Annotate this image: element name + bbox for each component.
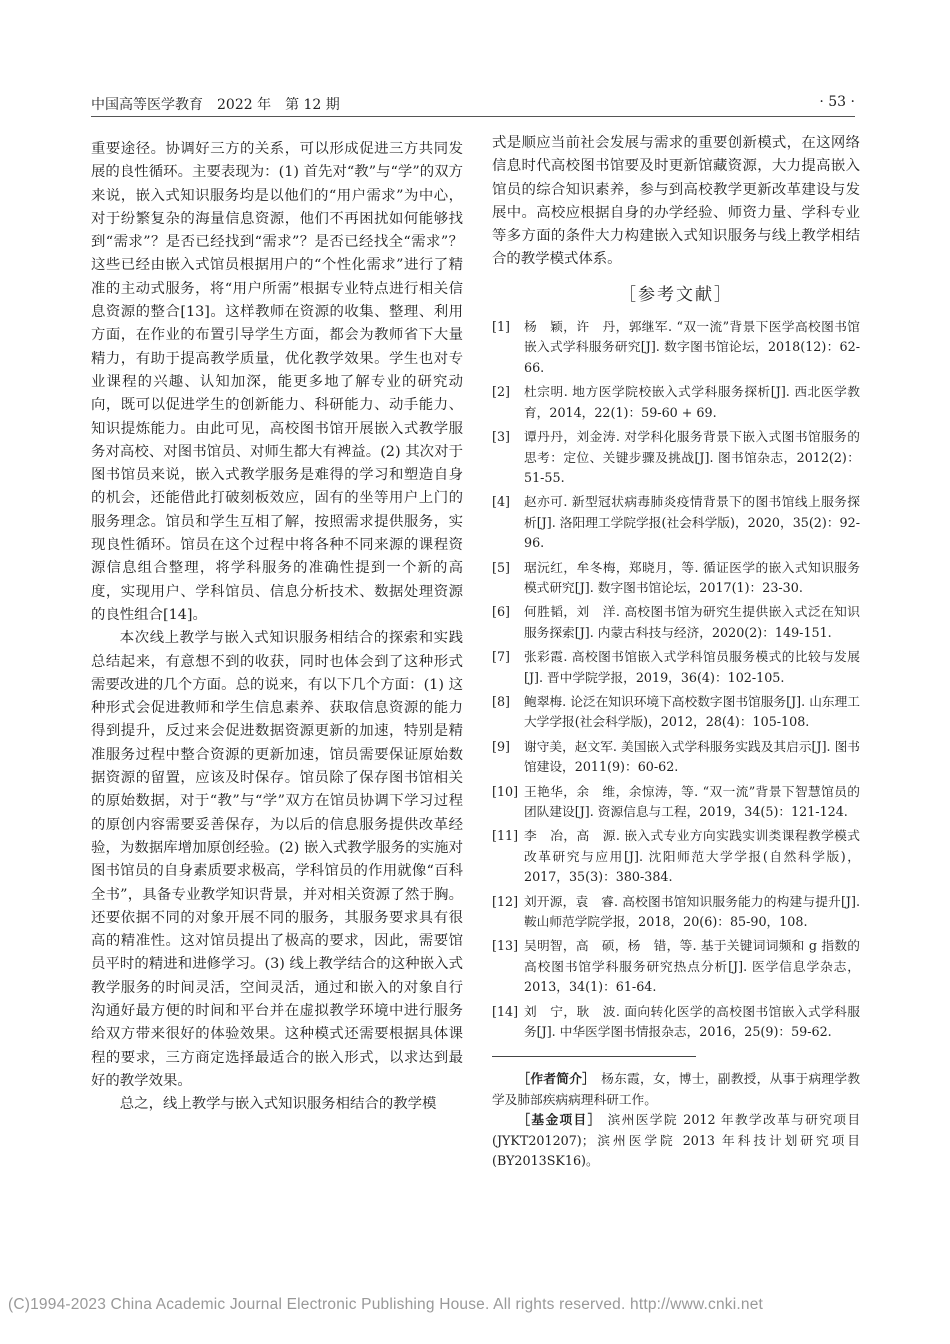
- paragraph: 本次线上教学与嵌入式知识服务相结合的探索和实践总结起来，有意想不到的收获，同时也体会到了这种形式需要改进的几个方面。总的说来，有以下几个方面：(1) 这种形式会促进教师和学生信息素养、获取信息资源的能力得到提升，反过来会促进数据资源更新的加速，特别是精准服务过程中整合资源的更新加速，馆员需要保证原始数据资源的留置，应该及时保存。馆员除了保存图书馆相关的原始数据，对于“教”与“学”双方在馆员协调下学习过程的原创内容需要妥善保存，为以后的信息服务提供改革经验，为数据库增加原创经验。(2) 嵌入式教学服务的实施对图书馆员的自身素质要求极高，学科馆员的作用就像“百科全书”，具备专业教学知识背景，并对相关资源了然于胸。还要依据不同的对象开展不同的服务，其服务要求具有很高的精准性。这对馆员提出了极高的要求，因此，需要馆员平时的精进和进修学习。(3) 线上教学结合的这种嵌入式教学服务的时间灵活，空间灵活，通过和嵌入的对象自行沟通好最方便的时间和平台并在虚拟教学环境中进行服务给双方带来很好的体验效果。这种模式还需要根据具体课程的要求，三方商定选择最适合的嵌入形式，以求达到最好的教学效果。: [91, 630, 463, 1089]
- reference-item: [492, 892, 860, 933]
- reference-item: [492, 1002, 860, 1043]
- reference-number: [5]: [492, 559, 510, 575]
- paragraph: 式是顺应当前社会发展与需求的重要创新模式，在这网络信息时代高校图书馆要及时更新馆藏资源，大力提高嵌入馆员的综合知识素养，参与到高校教学更新改革建设与发展中。高校应根据自身的办学经验、师资力量、学科专业等多方面的条件大力构建嵌入式知识服务与线上教学相结合的教学模式体系。: [492, 135, 860, 268]
- paragraph: 重要途径。协调好三方的关系，可以形成促进三方共同发展的良性循环。主要表现为：(1) 首先对“教”与“学”的双方来说，嵌入式知识服务均是以他们的“用户需求”为中心，对于纷繁复杂的海量信息资源，他们不再困扰如何能够找到“需求”？是否已经找到“需求”？是否已经找全“需求”？这些已经由嵌入式馆员根据用户的“个性化需求”进行了精准的主动式服务，将“用户所需”根据专业特点进行相关信息资源的整合[13]。这样教师在资源的收集、整理、利用方面，在作业的布置引导学生方面，都会为教师省下大量精力，有助于提高教学质量，优化教学效果。学生也对专业课程的兴趣、认知加深，能更多地了解专业的研究动向，既可以促进学生的创新能力、科研能力、动手能力、知识提炼能力。由此可见，高校图书馆开展嵌入式教学服务对高校、对图书馆员、对师生都大有裨益。(2) 其次对于图书馆员来说，嵌入式教学服务是难得的学习和塑造自身的机会，还能借此打破刻板效应，固有的坐等用户上门的服务理念。馆员和学生互相了解，按照需求提供服务，实现良性循环。馆员在这个过程中将各种不同来源的课程资源信息组合整理，将学科服务的准确性提到一个新的高度，实现用户、学科馆员、信息分析技术、数据处理资源的良性组合[14]。: [91, 141, 463, 623]
- reference-text: 鲍翠梅. 论泛在知识环境下高校数字图书馆服务[J]. 山东理工大学学报(社会科学版)，2012，28(4)：105-108.: [524, 693, 860, 730]
- reference-item: [492, 647, 860, 688]
- reference-text: 刘 宁，耿 波. 面向转化医学的高校图书馆嵌入式学科服务[J]. 中华医学图书情报杂志，2016，25(9)：59-62.: [524, 1003, 860, 1040]
- author-note-text: 杨东霞，女，博士，副教授，从事于病理学教学及肺部疾病病理科研工作。: [492, 1071, 861, 1107]
- reference-number: [7]: [492, 649, 510, 665]
- reference-number: [4]: [492, 494, 510, 510]
- reference-number: [9]: [492, 738, 510, 754]
- footnote-rule: [492, 1056, 696, 1057]
- reference-item: [492, 782, 860, 823]
- page-header: [91, 92, 855, 114]
- reference-item: [492, 427, 860, 488]
- reference-number: [8]: [492, 693, 510, 709]
- reference-text: 李 冶，高 源. 嵌入式专业方向实践实训类课程教学模式改革研究与应用[J]. 沈阳师范大学学报(自然科学版)，2017，35(3)：380-384.: [524, 828, 860, 885]
- reference-text: 谢守美，赵文军. 美国嵌入式学科服务实践及其启示[J]. 图书馆建设，2011(9)：60-62.: [524, 738, 860, 775]
- reference-text: 杨 颖，许 丹，郭继军. “双一流”背景下医学高校图书馆嵌入式学科服务研究[J]. 数字图书馆论坛，2018(12)：62-66.: [524, 319, 860, 375]
- reference-item: [492, 382, 860, 423]
- reference-text: 何胜韬，刘 洋. 高校图书馆为研究生提供嵌入式泛在知识服务探索[J]. 内蒙古科技与经济，2020(2)：149-151.: [524, 604, 860, 640]
- page-number: · 53 ·: [819, 94, 855, 110]
- reference-item: [492, 317, 860, 378]
- reference-number: [1]: [492, 319, 510, 335]
- reference-text: 王艳华，余 维，余惊涛，等. “双一流”背景下智慧馆员的团队建设[J]. 资源信息与工程，2019，34(5)：121-124.: [524, 783, 860, 820]
- paragraph: 总之，线上教学与嵌入式知识服务相结合的教学模: [119, 1096, 437, 1113]
- fund-note-text: 滨州医学院 2012 年教学改革与研究项目(JYKT201207)；滨州医学院 2013 年科技计划研究项目(BY2013SK16)。: [492, 1112, 861, 1169]
- copyright-watermark: (C)1994-2023 China Academic Journal Electronic Publishing House. All rights reserved. http://www.cnki.net: [8, 1296, 764, 1313]
- reference-text: 张彩霞. 高校图书馆嵌入式学科馆员服务模式的比较与发展[J]. 晋中学院学报，2019，36(4)：102-105.: [524, 649, 860, 685]
- references-heading: ［参考文献］: [619, 284, 733, 305]
- reference-item: [492, 492, 860, 553]
- author-note: [492, 1069, 860, 1110]
- fund-note: [492, 1110, 860, 1171]
- author-note-label: ［作者简介］: [517, 1071, 596, 1087]
- reference-text: 杜宗明. 地方医学院校嵌入式学科服务探析[J]. 西北医学教育，2014，22(1)：59-60 + 69.: [524, 384, 860, 420]
- reference-item: [492, 558, 860, 599]
- reference-number: [2]: [492, 384, 510, 400]
- right-column: [492, 132, 860, 1172]
- reference-text: 琚沅红，牟冬梅，郑晓月，等. 循证医学的嵌入式知识服务模式研究[J]. 数字图书馆论坛，2017(1)：23-30.: [524, 559, 860, 595]
- reference-number: [12]: [492, 893, 519, 909]
- header-rule: [91, 116, 855, 117]
- reference-number: [11]: [492, 828, 519, 844]
- reference-item: [492, 602, 860, 643]
- reference-number: [13]: [492, 938, 519, 954]
- reference-number: [6]: [492, 604, 510, 620]
- left-column: [91, 138, 463, 1116]
- reference-number: [3]: [492, 429, 510, 445]
- reference-text: 刘开源，袁 睿. 高校图书馆知识服务能力的构建与提升[J]. 鞍山师范学院学报，2018，20(6)：85-90，108.: [524, 893, 860, 930]
- footnotes: [492, 1069, 860, 1171]
- reference-list: [492, 317, 860, 1042]
- reference-number: [10]: [492, 783, 519, 799]
- reference-item: [492, 826, 860, 887]
- reference-number: [14]: [492, 1003, 519, 1019]
- journal-title: 中国高等医学教育 2022 年 第 12 期: [91, 97, 340, 113]
- fund-note-label: ［基金项目］: [517, 1112, 602, 1128]
- reference-text: 赵亦可. 新型冠状病毒肺炎疫情背景下的图书馆线上服务探析[J]. 洛阳理工学院学报(社会科学版)，2020，35(2)：92-96.: [524, 494, 860, 551]
- reference-item: [492, 936, 860, 997]
- reference-text: 谭丹丹，刘金涛. 对学科化服务背景下嵌入式图书馆服务的思考：定位、关键步骤及挑战[J]. 图书馆杂志，2012(2)：51-55.: [524, 429, 860, 485]
- reference-item: [492, 737, 860, 778]
- reference-item: [492, 692, 860, 733]
- reference-text: 吴明智，高 硕，杨 错，等. 基于关键词词频和 g 指数的高校图书馆学科服务研究热点分析[J]. 医学信息学杂志，2013，34(1)：61-64.: [524, 938, 860, 995]
